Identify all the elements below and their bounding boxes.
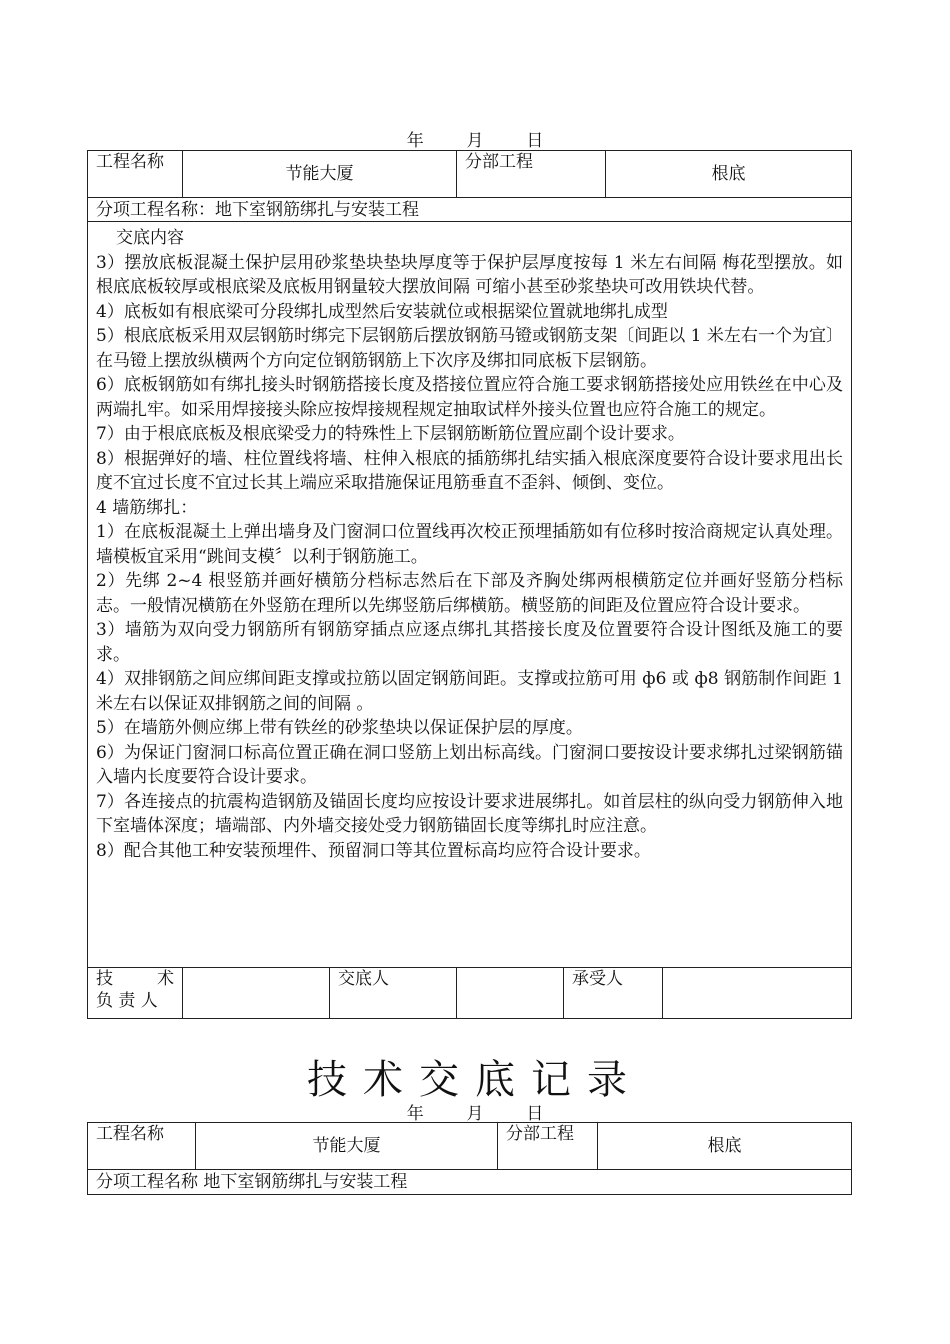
content-paragraph: 6）为保证门窗洞口标高位置正确在洞口竖筋上划出标高线。门窗洞口要按设计要求绑扎过梁钢筋锚入墙内长度要符合设计要求。 <box>96 742 843 787</box>
project-name-label: 工程名称 <box>88 1123 196 1170</box>
date-month: 月 <box>466 131 484 151</box>
content-paragraph: 4）底板如有根底梁可分段绑扎成型然后安装就位或根据梁位置就地绑扎成型 <box>96 301 668 322</box>
record2-date-line <box>0 1099 950 1124</box>
tech-lead-label-part2: 术 <box>157 969 174 989</box>
content-paragraph: 2）先绑 2~4 根竖筋并画好横筋分档标志然后在下部及齐胸处绑两根横筋定位并画好竖筋分档标志。一般情况横筋在外竖筋在理所以先绑竖筋后绑横筋。横竖筋的间距及位置应符合设计要求。 <box>96 571 843 616</box>
date-day: 日 <box>526 1104 544 1124</box>
record1-signature-row <box>88 968 852 1019</box>
record2-title: 技术交底记录 <box>307 1057 643 1103</box>
project-name-value: 节能大厦 <box>183 151 457 198</box>
content-heading: 交底内容 <box>116 228 184 248</box>
tech-lead-signature[interactable] <box>183 968 330 1019</box>
tech-lead-label-part1: 技 <box>96 969 113 989</box>
record1-date-line <box>0 126 950 151</box>
record1-content-row <box>88 222 852 968</box>
content-paragraph: 7）各连接点的抗震构造钢筋及锚固长度均应按设计要求进展绑扎。如首层柱的纵向受力钢筋伸入地下室墙体深度；墙端部、内外墙交接处受力钢筋锚固长度等绑扎时应注意。 <box>96 791 843 836</box>
content-paragraph: 4）双排钢筋之间应绑间距支撑或拉筋以固定钢筋间距。支撑或拉筋可用 ф6 或 ф8 钢筋制作间距 1 米左右以保证双排钢筋之间的间隔 。 <box>96 669 843 714</box>
division-label: 分部工程 <box>498 1123 598 1170</box>
date-year: 年 <box>406 1104 424 1124</box>
content-paragraph: 8）配合其他工种安装预埋件、预留洞口等其位置标高均应符合设计要求。 <box>96 840 651 861</box>
record2-form-table <box>87 1122 852 1195</box>
division-value: 根底 <box>598 1123 852 1170</box>
division-label: 分部工程 <box>457 151 606 198</box>
date-day: 日 <box>526 131 544 151</box>
record1-header-row <box>88 151 852 198</box>
project-name-label: 工程名称 <box>88 151 183 198</box>
content-paragraph: 3）墙筋为双向受力钢筋所有钢筋穿插点应逐点绑扎其搭接长度及位置要符合设计图纸及施工的要求。 <box>96 620 843 665</box>
section-heading-wall-rebar: 4 墙筋绑扎： <box>96 497 198 518</box>
tech-lead-label-part3: 负 责 人 <box>96 991 158 1011</box>
receiver-signature[interactable] <box>663 968 851 1018</box>
record2-header-row <box>88 1123 852 1170</box>
content-paragraph: 5）在墙筋外侧应绑上带有铁丝的砂浆垫块以保证保护层的厚度。 <box>96 718 583 738</box>
division-value: 根底 <box>606 151 852 198</box>
date-year: 年 <box>406 131 424 151</box>
content-paragraph: 1）在底板混凝土上弹出墙身及门窗洞口位置线再次校正预埋插筋如有位移时按洽商规定认真处理。墙模板宜采用“跳间支模〞以利于钢筋施工。 <box>96 522 843 567</box>
subitem-name: 分项工程名称 地下室钢筋绑扎与安装工程 <box>88 1170 852 1195</box>
content-paragraph: 3）摆放底板混凝土保护层用砂浆垫块垫块厚度等于保护层厚度按每 1 米左右间隔 梅花型摆放。如根底底板较厚或根底梁及底板用钢量较大摆放间隔 可缩小甚至砂浆垫块可改用铁块代替。 <box>96 252 843 297</box>
handover-person-signature[interactable] <box>457 968 564 1019</box>
content-paragraph: 8）根据弹好的墙、柱位置线将墙、柱伸入根底的插筋绑扎结实插入根底深度要符合设计要求甩出长度不宜过长度不宜过长其上端应采取措施保证甩筋垂直不歪斜、倾倒、变位。 <box>96 448 843 493</box>
receiver-cell <box>564 968 852 1019</box>
receiver-label: 承受人 <box>564 968 663 1018</box>
content-paragraph: 6）底板钢筋如有绑扎接头时钢筋搭接长度及搭接位置应符合施工要求钢筋搭接处应用铁丝在中心及两端扎牢。如采用焊接接头除应按焊接规程规定抽取试样外接头位置也应符合施工的规定。 <box>96 375 843 420</box>
record1-form-table <box>87 150 852 1019</box>
date-month: 月 <box>466 1104 484 1124</box>
record2-subitem-row <box>88 1170 852 1195</box>
subitem-name: 分项工程名称：地下室钢筋绑扎与安装工程 <box>88 198 852 222</box>
tech-lead-label <box>88 968 183 1019</box>
disclosure-content <box>88 222 852 968</box>
content-paragraph: 7）由于根底底板及根底梁受力的特殊性上下层钢筋断筋位置应副个设计要求。 <box>96 424 685 444</box>
content-paragraph: 5）根底底板采用双层钢筋时绑完下层钢筋后摆放钢筋马镫或钢筋支架〔间距以 1 米左右一个为宜〕在马镫上摆放纵横两个方向定位钢筋钢筋上下次序及绑扣同底板下层钢筋。 <box>96 326 843 371</box>
handover-person-label: 交底人 <box>330 968 457 1019</box>
project-name-value: 节能大厦 <box>196 1123 498 1170</box>
record1-subitem-row <box>88 198 852 222</box>
